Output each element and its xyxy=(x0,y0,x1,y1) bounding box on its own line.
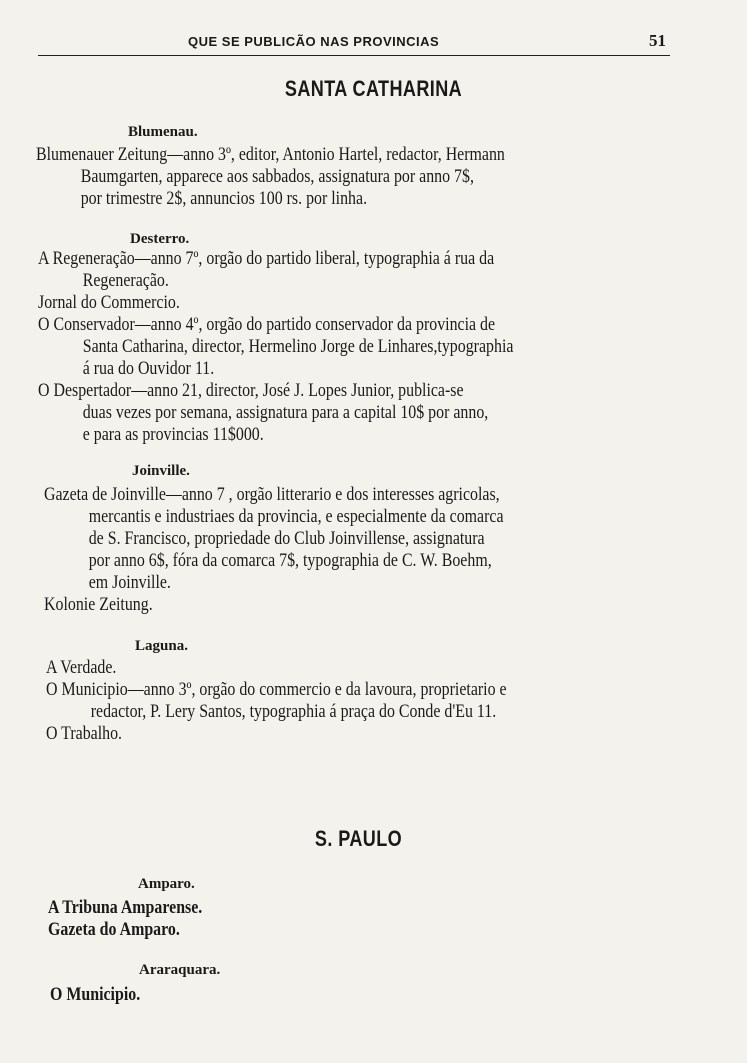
entry-line: Jornal do Commercio. xyxy=(38,293,180,313)
section-title-sao-paulo: S. PAULO xyxy=(314,826,403,851)
list-item xyxy=(38,380,488,446)
city-heading-araraquara: Araraquara. xyxy=(139,962,221,978)
city-heading-desterro: Desterro. xyxy=(130,231,190,247)
entry-line: Blumenauer Zeitung—anno 3º, editor, Antonio Hartel, redactor, Hermann xyxy=(36,145,505,165)
page-number: 51 xyxy=(649,31,666,50)
entry-line: por anno 6$, fóra da comarca 7$, typographia de C. W. Boehm, xyxy=(88,551,492,571)
entry-line: Gazeta do Amparo. xyxy=(48,920,180,940)
list-item xyxy=(46,657,116,679)
entry-line: duas vezes por semana, assignatura para a capital 10$ por anno, xyxy=(82,403,489,423)
list-item xyxy=(38,292,180,314)
section-title-santa-catharina: SANTA CATHARINA xyxy=(284,76,463,101)
entry-line: A Tribuna Amparense. xyxy=(48,898,203,918)
entry-line: por trimestre 2$, annuncios 100 rs. por linha. xyxy=(80,189,368,209)
list-item xyxy=(44,594,153,616)
list-item xyxy=(36,144,505,210)
entry-line: O Despertador—anno 21, director, José J. Lopes Junior, publica-se xyxy=(38,381,464,401)
city-heading-joinville: Joinville. xyxy=(132,463,190,479)
entry-line: A Regeneração—anno 7º, orgão do partido liberal, typographia á rua da xyxy=(38,249,495,269)
entry-line: redactor, P. Lery Santos, typographia á praça do Conde d'Eu 11. xyxy=(90,702,497,722)
city-heading-blumenau: Blumenau. xyxy=(128,124,198,140)
city-heading-laguna: Laguna. xyxy=(135,638,188,654)
list-item xyxy=(38,248,494,292)
list-item xyxy=(44,484,504,594)
entry-line: A Verdade. xyxy=(46,658,117,678)
entry-line: em Joinville. xyxy=(88,573,171,593)
entry-line: Santa Catharina, director, Hermelino Jorge de Linhares,typographia xyxy=(82,337,514,357)
list-item xyxy=(46,723,122,745)
entry-line: O Conservador—anno 4º, orgão do partido conservador da provincia de xyxy=(38,315,496,335)
entry-line: mercantis e industriaes da provincia, e especialmente da comarca xyxy=(88,507,504,527)
running-title: QUE SE PUBLICÃO NAS PROVINCIAS xyxy=(188,34,440,49)
list-item xyxy=(50,984,140,1006)
running-head xyxy=(38,31,670,56)
city-heading-amparo: Amparo. xyxy=(138,876,195,892)
entry-line: Regeneração. xyxy=(82,271,169,291)
entry-line: á rua do Ouvidor 11. xyxy=(82,359,215,379)
entry-line: O Municipio—anno 3º, orgão do commercio e da lavoura, proprietario e xyxy=(46,680,507,700)
entry-line: O Municipio. xyxy=(50,985,141,1005)
entry-line: O Trabalho. xyxy=(46,724,123,744)
list-item xyxy=(46,679,507,723)
list-item xyxy=(48,897,202,941)
entry-line: de S. Francisco, propriedade do Club Joinvillense, assignatura xyxy=(88,529,485,549)
entry-line: Kolonie Zeitung. xyxy=(44,595,153,615)
entry-line: Gazeta de Joinville—anno 7 , orgão litterario e dos interesses agricolas, xyxy=(44,485,500,505)
list-item xyxy=(38,314,513,380)
entry-line: Baumgarten, apparece aos sabbados, assignatura por anno 7$, xyxy=(80,167,474,187)
entry-line: e para as provincias 11$000. xyxy=(82,425,264,445)
